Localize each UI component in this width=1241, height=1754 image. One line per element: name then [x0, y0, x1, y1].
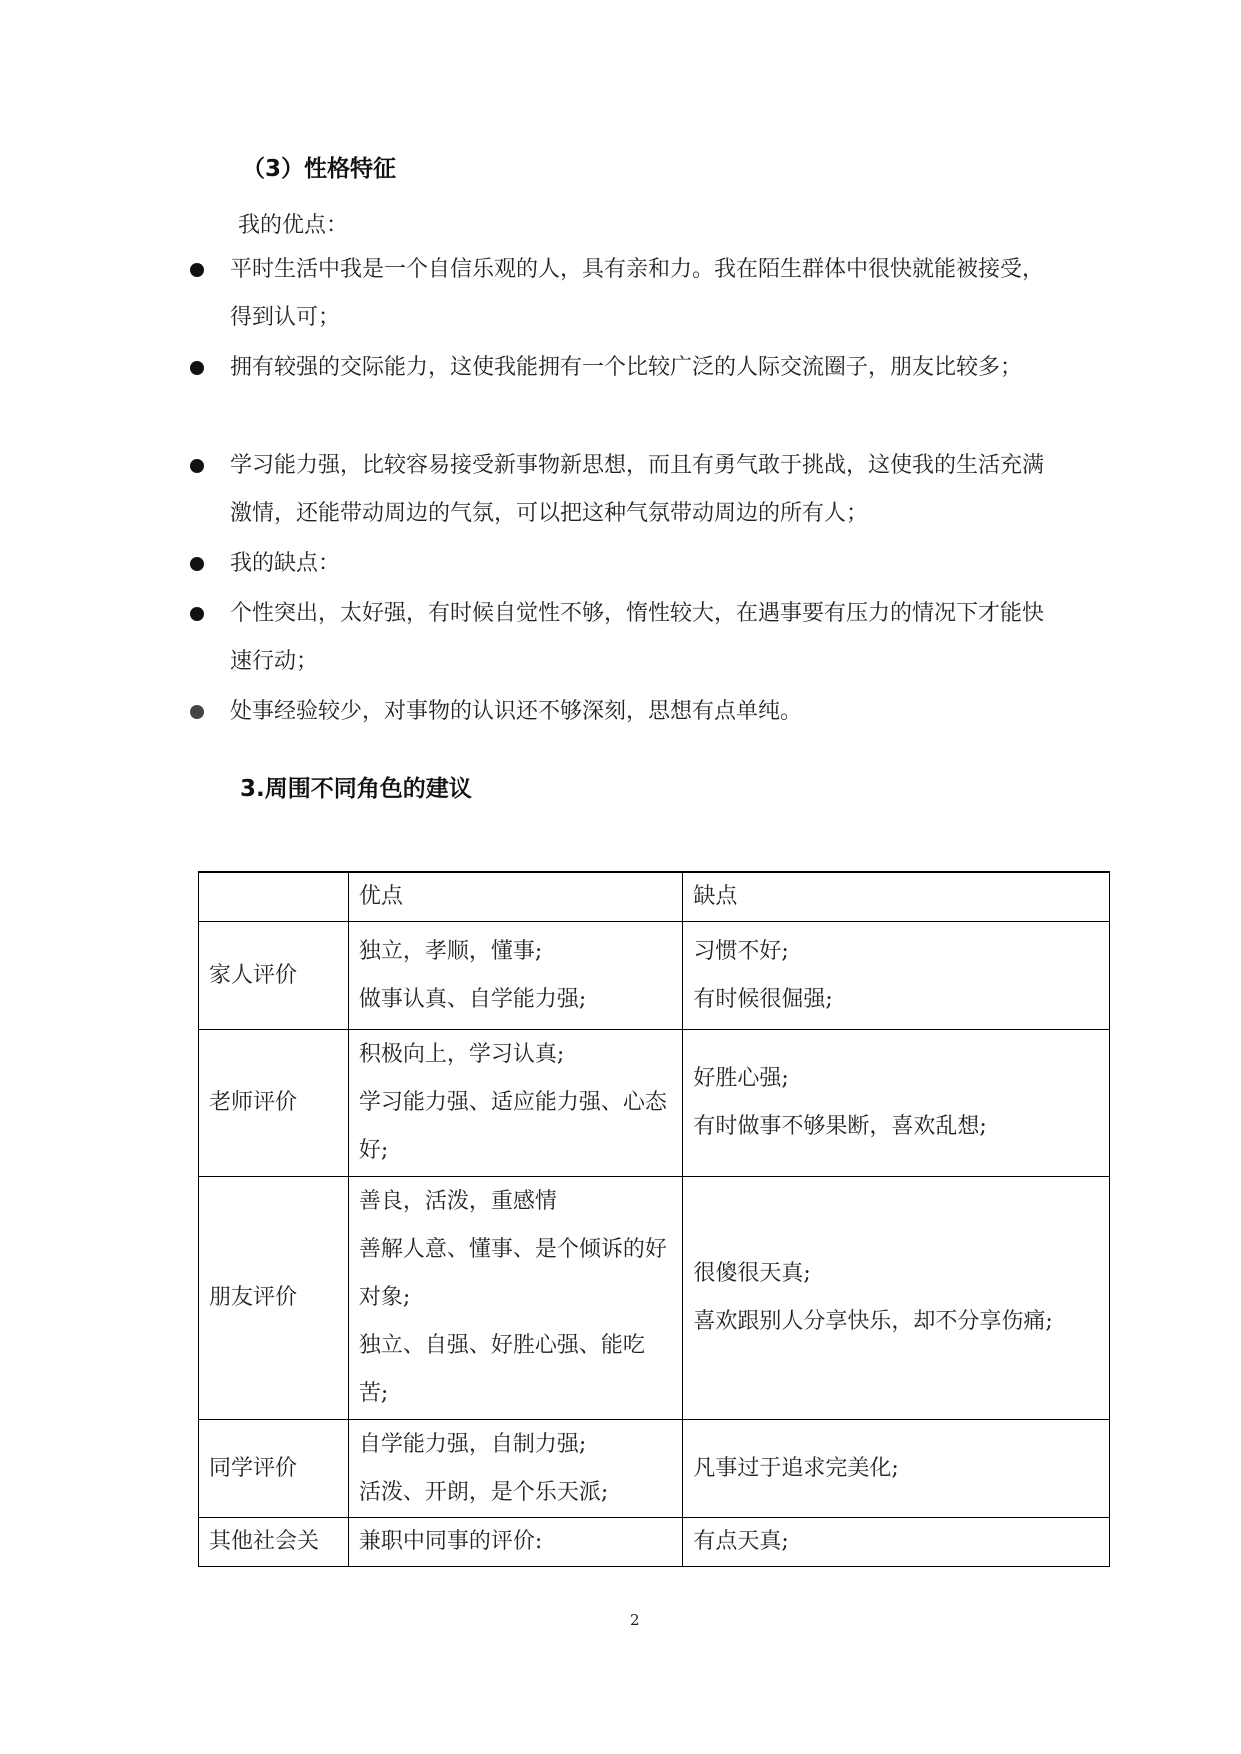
bullet-text: 处事经验较少，对事物的认识还不够深刻，思想有点单纯。 [230, 699, 803, 724]
cons-line: 习惯不好; [693, 938, 789, 964]
bullet-dot-icon [190, 705, 204, 719]
header-cell-empty [199, 872, 349, 922]
bullet-item [230, 540, 1050, 588]
strengths-label: 我的优点： [238, 213, 349, 238]
cons-cell [683, 1177, 1110, 1420]
pros-line: 做事认真、自学能力强; [358, 986, 587, 1012]
role-cell: 家人评价 [199, 922, 349, 1030]
table-row [199, 1030, 1110, 1177]
pros-line: 独立，孝顺，懂事; [358, 938, 543, 964]
pros-cell [348, 1518, 683, 1567]
page-number: 2 [630, 1611, 640, 1629]
pros-line: 学习能力强、适应能力强、心态好; [358, 1090, 667, 1163]
table-row [199, 922, 1110, 1030]
cons-line: 有时候很倔强; [693, 986, 833, 1012]
bullet-text: 平时生活中我是一个自信乐观的人，具有亲和力。我在陌生群体中很快就能被接受，得到认可； [230, 257, 1045, 330]
bullet-text: 拥有较强的交际能力，这使我能拥有一个比较广泛的人际交流圈子，朋友比较多； [230, 355, 1023, 380]
cons-cell [683, 1518, 1110, 1567]
bullet-item [230, 344, 1050, 392]
role-cell: 老师评价 [199, 1030, 349, 1177]
role-cell: 其他社会关 [199, 1518, 349, 1567]
table-row [199, 1177, 1110, 1420]
role-cell: 同学评价 [199, 1420, 349, 1518]
pros-line: 兼职中同事的评价: [358, 1529, 543, 1554]
bullet-item [230, 590, 1050, 686]
bullet-dot-icon [190, 361, 204, 375]
pros-cell [348, 1177, 683, 1420]
pros-line: 活泼、开朗，是个乐天派; [358, 1479, 609, 1505]
bullet-dot-icon [190, 607, 204, 621]
cons-line: 凡事过于追求完美化; [693, 1455, 899, 1481]
header-cell-cons: 缺点 [683, 872, 1110, 922]
cons-cell [683, 1030, 1110, 1177]
pros-cell [348, 1420, 683, 1518]
cons-cell [683, 922, 1110, 1030]
bullet-item [230, 688, 1050, 736]
role-cell: 朋友评价 [199, 1177, 349, 1420]
pros-line: 善良，活泼，重感情 [358, 1189, 557, 1214]
pros-line: 积极向上，学习认真; [358, 1042, 565, 1067]
bullet-text: 我的缺点： [230, 551, 341, 576]
table-row [199, 1518, 1110, 1567]
cons-line: 很傻很天真; [693, 1261, 811, 1286]
header-cell-pros: 优点 [348, 872, 683, 922]
pros-line: 自学能力强，自制力强; [358, 1431, 587, 1457]
cons-line: 好胜心强; [693, 1066, 789, 1091]
bullet-text: 学习能力强，比较容易接受新事物新思想，而且有勇气敢于挑战，这使我的生活充满激情，还能带动周边的气氛，可以把这种气氛带动周边的所有人； [230, 453, 1045, 526]
table-row [199, 1420, 1110, 1518]
table-header-row [199, 872, 1110, 922]
pros-cell [348, 922, 683, 1030]
bullet-dot-icon [190, 459, 204, 473]
bullet-dot-icon [190, 557, 204, 571]
bullet-text: 个性突出，太好强，有时候自觉性不够，惰性较大，在遇事要有压力的情况下才能快速行动； [230, 601, 1045, 674]
cons-line: 喜欢跟别人分享快乐，却不分享伤痛; [693, 1309, 1053, 1334]
evaluation-table [198, 871, 1110, 1567]
bullet-dot-icon [190, 263, 204, 277]
pros-line: 善解人意、懂事、是个倾诉的好对象; [358, 1237, 667, 1310]
bullet-item [230, 246, 1050, 342]
cons-line: 有时做事不够果断，喜欢乱想; [693, 1114, 987, 1139]
cons-line: 有点天真; [693, 1529, 789, 1554]
section2-heading: 3.周围不同角色的建议 [240, 776, 472, 802]
section-heading: （3）性格特征 [242, 156, 397, 182]
cons-cell [683, 1420, 1110, 1518]
pros-line: 独立、自强、好胜心强、能吃苦; [358, 1333, 645, 1406]
pros-cell [348, 1030, 683, 1177]
bullet-item [230, 442, 1050, 538]
